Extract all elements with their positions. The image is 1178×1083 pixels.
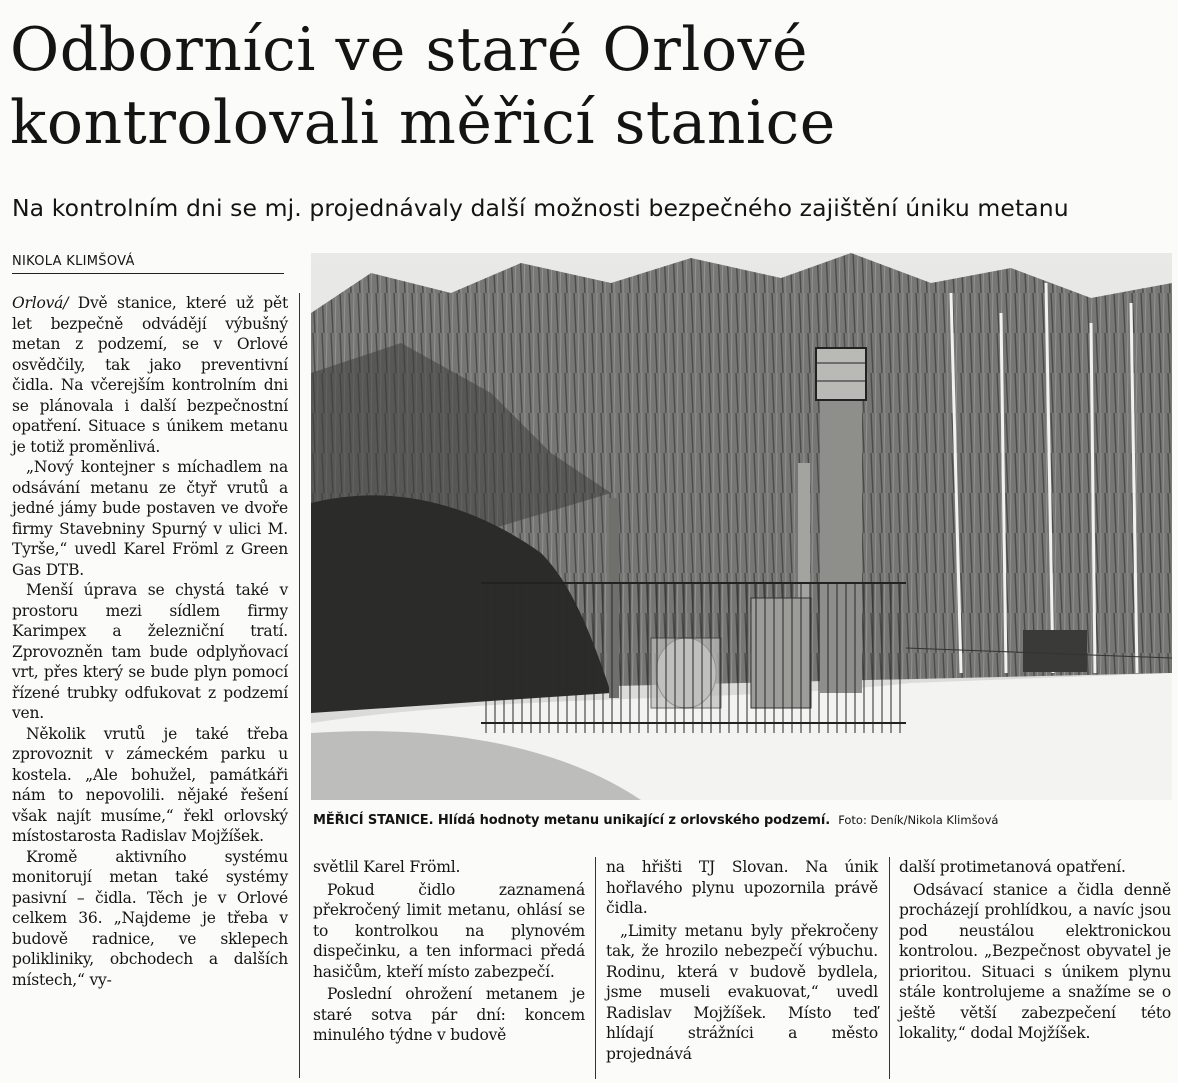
paragraph: „Limity metanu byly překročeny tak, že hrozilo nebezpečí výbuchu. Rodinu, která v budově bydlela, jsme museli evakuovat,“ uvedl Radislav Mojžíšek. Místo teď hlídají strážníci a město projednává	[606, 921, 878, 1063]
byline: NIKOLA KLIMŠOVÁ	[12, 254, 284, 274]
photo-measuring-station	[311, 253, 1172, 800]
headline	[10, 14, 1170, 160]
paragraph: na hřišti TJ Slovan. Na únik hořlavého plynu upozornila právě čidla.	[606, 858, 878, 917]
paragraph	[12, 293, 288, 457]
article-column-1	[12, 293, 288, 990]
photo-credit: Foto: Deník/Nikola Klimšová	[838, 813, 999, 827]
paragraph: Menší úprava se chystá také v prostoru mezi sídlem firmy Karimpex a železniční tratí. Zprovozněn tam bude odplyňovací vrt, přes který se bude plyn pomocí řízené trubky odfukovat z podzemí ven.	[12, 581, 288, 722]
dateline: Orlová/	[12, 294, 69, 312]
paragraph: další protimetanová opatření.	[899, 858, 1126, 876]
subtitle: Na kontrolním dni se mj. projednávaly další možnosti bezpečného zajištění úniku metanu	[12, 194, 1069, 222]
paragraph: Kromě aktivního systému monitorují metan také systémy pasivní – čidla. Těch je v Orlové celkem 36. „Najdeme je třeba v budově radnice, ve sklepech polikliniky, obchodech a dalších místech,“ vy-	[12, 847, 288, 989]
headline-line-1: Odborníci ve staré Orlové	[10, 15, 809, 85]
news-photo	[311, 253, 1172, 800]
article-column-3	[606, 857, 878, 1064]
paragraph: „Nový kontejner s míchadlem na odsávání metanu ze čtyř vrutů a jedné jámy bude postaven ve dvoře firmy Stavebniny Spurný v ulici M. Tyrše,“ uvedl Karel Fröml z Green Gas DTB.	[12, 458, 288, 579]
column-rule	[595, 857, 596, 1079]
paragraph: světlil Karel Fröml.	[313, 858, 461, 876]
paragraph: Pokud čidlo zaznamená překročený limit metanu, ohlásí se to kontrolkou na plynovém dispečinku, a ten informaci předá hasičům, kteří místo zabezpečí.	[313, 880, 585, 981]
article-column-4	[899, 857, 1171, 1044]
column-rule	[299, 293, 300, 1078]
column-rule	[889, 857, 890, 1079]
caption-text: MĚŘICÍ STANICE. Hlídá hodnoty metanu unikající z orlovského podzemí.	[313, 813, 831, 828]
paragraph: Odsávací stanice a čidla denně procházejí prohlídkou, a navíc jsou pod neustálou elektronickou kontrolou. „Bezpečnost obyvatel je prioritou. Situaci s únikem plynu stále kontrolujeme a snažíme se o ještě větší zabezpečení této lokality,“ dodal Mojžíšek.	[899, 880, 1171, 1042]
article-column-2	[313, 857, 585, 1046]
paragraph: Několik vrutů je také třeba zprovoznit v zámeckém parku u kostela. „Ale bohužel, památkáři nám to nepovolili. nějaké řešení však najít musíme,“ řekl orlovský místostarosta Radislav Mojžíšek.	[12, 724, 288, 845]
paragraph: Poslední ohrožení metanem je staré sotva pár dní: koncem minulého týdne v budově	[313, 985, 585, 1044]
paragraph-text: Dvě stanice, které už pět let bezpečně odvádějí výbušný metan z podzemí, se v Orlové osvědčily, tak jako preventivní čidla. Na včerejším kontrolním dni se plánovala i další bezpečnostní opatření. Situace s únikem metanu je totiž proměnlivá.	[12, 294, 288, 456]
photo-caption	[313, 813, 1173, 828]
headline-line-2: kontrolovali měřicí stanice	[10, 88, 836, 158]
